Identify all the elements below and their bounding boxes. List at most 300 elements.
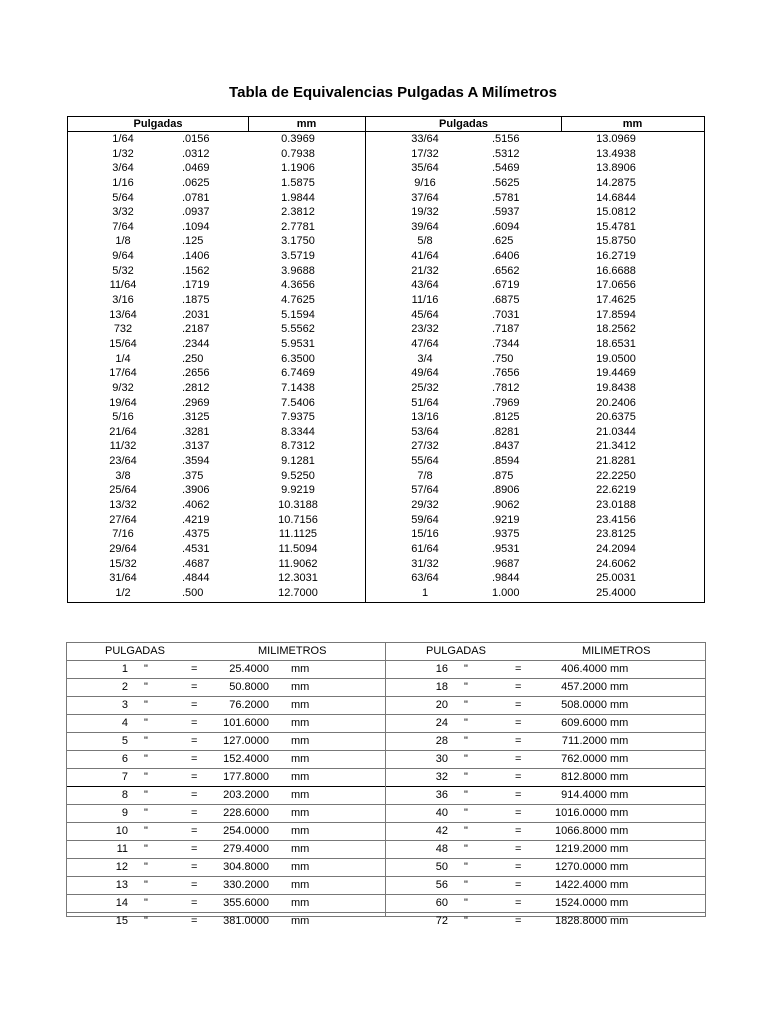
fraction-cell: 27/64 [109,513,137,526]
fraction-cell: 1/8 [115,235,131,248]
unit-label: mm [610,717,629,729]
unit-label: mm [291,771,310,783]
header-mm: mm [622,118,643,130]
table-row [68,425,365,440]
header-pulgadas: Pulgadas [133,118,183,130]
table-row [366,586,704,601]
fraction-cell: 3/16 [112,294,134,307]
decimal-cell: .9062 [492,499,520,512]
table-row [366,220,704,235]
table-row [68,234,365,249]
table-row [386,715,705,733]
mm-cell: 9.9219 [281,484,315,497]
inch-mark: " [464,897,468,909]
mm-cell: 5.9531 [281,337,315,350]
equals-sign: = [515,699,522,711]
inch-value: 28 [435,735,448,747]
fraction-cell: 21/32 [411,264,439,277]
mm-cell: 21.0344 [596,425,636,438]
unit-label: mm [291,807,310,819]
table-row [366,176,704,191]
decimal-cell: .7969 [492,396,520,409]
table-row [386,877,705,895]
mm-cell: 21.8281 [596,455,636,468]
inch-value: 1 [121,663,128,675]
mm-cell: 9.5250 [281,469,315,482]
table-row [67,859,385,877]
table-row [386,805,705,823]
decimal-cell: .7656 [492,367,520,380]
inch-mark: " [464,789,468,801]
fraction-cell: 19/64 [109,396,137,409]
inch-mark: " [144,879,148,891]
table-row [68,439,365,454]
fraction-equivalence-table [67,116,705,603]
inch-mark: " [464,879,468,891]
mm-cell: 15.8750 [596,235,636,248]
fraction-cell: 41/64 [411,250,439,263]
mm-value: 101.6000 [223,717,269,729]
decimal-cell: .125 [182,235,204,248]
mm-cell: 19.4469 [596,367,636,380]
table-row [68,293,365,308]
equals-sign: = [191,825,198,837]
inch-value: 40 [435,807,448,819]
fraction-cell: 11/16 [411,294,439,307]
inch-value: 18 [435,681,448,693]
mm-cell: 16.6688 [596,264,636,277]
table-row [68,454,365,469]
fraction-cell: 53/64 [411,425,439,438]
decimal-cell: .4219 [182,513,210,526]
mm-value: 1422.4000 [555,879,607,891]
inch-mark: " [144,717,148,729]
mm-cell: 2.3812 [281,206,315,219]
equals-sign: = [191,879,198,891]
table-row [68,586,365,601]
table-row [366,278,704,293]
table-row [68,469,365,484]
inch-mark: " [144,663,148,675]
decimal-cell: 1.000 [492,586,520,599]
equals-sign: = [191,861,198,873]
table-row [366,308,704,323]
table-row [67,841,385,859]
table-row [366,366,704,381]
fraction-cell: 19/32 [411,206,439,219]
mm-value: 1016.0000 [555,807,607,819]
inch-mark: " [464,753,468,765]
inch-mark: " [144,699,148,711]
whole-inch-header [67,643,385,661]
fraction-cell: 63/64 [411,572,439,585]
table-row [366,513,704,528]
mm-value: 177.8000 [223,771,269,783]
table-row [67,787,385,805]
table-row [67,661,385,679]
fraction-cell: 49/64 [411,367,439,380]
mm-value: 457.2000 [561,681,607,693]
inch-value: 7 [121,771,128,783]
equals-sign: = [515,771,522,783]
table-row [386,859,705,877]
mm-cell: 5.5562 [281,323,315,336]
fraction-cell: 1/64 [112,133,134,145]
decimal-cell: .7812 [492,381,520,394]
decimal-cell: .3906 [182,484,210,497]
mm-value: 228.6000 [223,807,269,819]
inch-value: 36 [435,789,448,801]
decimal-cell: .3594 [182,455,210,468]
table-row [68,410,365,425]
table-row [366,191,704,206]
mm-cell: 25.0031 [596,572,636,585]
mm-value: 1066.8000 [555,825,607,837]
table-row [366,439,704,454]
inch-mark: " [144,789,148,801]
decimal-cell: .7031 [492,308,520,321]
fraction-cell: 3/64 [112,162,134,175]
mm-cell: 24.6062 [596,557,636,570]
header-pulgadas: PULGADAS [105,645,165,657]
decimal-cell: .2344 [182,337,210,350]
inch-mark: " [464,681,468,693]
table-row [366,337,704,352]
mm-cell: 19.0500 [596,352,636,365]
table-row [68,396,365,411]
mm-cell: 20.2406 [596,396,636,409]
mm-cell: 13.0969 [596,133,636,145]
mm-cell: 19.8438 [596,381,636,394]
mm-cell: 10.7156 [278,513,318,526]
fraction-cell: 25/64 [109,484,137,497]
inch-mark: " [464,735,468,747]
table-row [68,249,365,264]
fraction-cell: 17/64 [109,367,137,380]
table-row [366,527,704,542]
fraction-cell: 51/64 [411,396,439,409]
equals-sign: = [515,753,522,765]
inch-value: 11 [116,843,128,855]
fraction-rows-left [68,132,365,601]
table-row [68,527,365,542]
decimal-cell: .6094 [492,220,520,233]
mm-cell: 13.4938 [596,147,636,160]
mm-cell: 4.7625 [281,294,315,307]
inch-mark: " [464,915,468,927]
fraction-cell: 5/16 [112,411,134,424]
mm-cell: 22.2250 [596,469,636,482]
decimal-cell: .5625 [492,176,520,189]
header-milimetros: MILIMETROS [258,645,327,657]
mm-cell: 13.8906 [596,162,636,175]
equals-sign: = [191,681,198,693]
fraction-cell: 55/64 [411,455,439,468]
fraction-cell: 7/8 [417,469,433,482]
mm-cell: 23.0188 [596,499,636,512]
decimal-cell: .9375 [492,528,520,541]
inch-value: 4 [121,717,128,729]
unit-label: mm [291,699,310,711]
mm-cell: 7.1438 [281,381,315,394]
inch-value: 2 [121,681,128,693]
fraction-cell: 9/32 [112,381,134,394]
fraction-cell: 29/64 [109,542,137,555]
decimal-cell: .500 [182,586,204,599]
page-title: Tabla de Equivalencias Pulgadas A Milímetros [229,84,557,101]
mm-cell: 0.7938 [281,147,315,160]
decimal-cell: .5156 [492,133,520,145]
fraction-table-header [68,117,365,132]
table-row [68,352,365,367]
table-row [386,733,705,751]
table-row [68,308,365,323]
inch-value: 42 [435,825,448,837]
table-row [67,733,385,751]
unit-label: mm [610,681,629,693]
table-row [68,557,365,572]
fraction-cell: 3/8 [115,469,131,482]
mm-cell: 18.2562 [596,323,636,336]
table-row [67,823,385,841]
header-pulgadas: PULGADAS [426,645,486,657]
table-row [67,751,385,769]
fraction-cell: 1/16 [112,176,134,189]
unit-label: mm [291,753,310,765]
mm-value: 355.6000 [223,897,269,909]
inch-mark: " [464,771,468,783]
table-row [67,769,385,787]
table-row [67,913,385,930]
mm-value: 152.4000 [223,753,269,765]
fraction-cell: 13/16 [411,411,439,424]
table-row [68,205,365,220]
table-row [386,841,705,859]
table-row [68,264,365,279]
table-row [386,679,705,697]
table-row [68,278,365,293]
unit-label: mm [610,771,629,783]
table-row [67,877,385,895]
fraction-cell: 17/32 [411,147,439,160]
decimal-cell: .6719 [492,279,520,292]
table-row [68,132,365,147]
fraction-cell: 3/4 [417,352,433,365]
table-row [386,823,705,841]
mm-cell: 4.3656 [281,279,315,292]
mm-cell: 21.3412 [596,440,636,453]
table-row [366,483,704,498]
mm-cell: 1.1906 [281,162,315,175]
fraction-cell: 31/32 [411,557,439,570]
inch-value: 6 [121,753,128,765]
mm-cell: 24.2094 [596,542,636,555]
decimal-cell: .5937 [492,206,520,219]
fraction-cell: 732 [113,323,133,336]
table-row [68,513,365,528]
equals-sign: = [515,915,522,927]
fraction-cell: 9/16 [414,176,436,189]
mm-cell: 17.0656 [596,279,636,292]
inch-mark: " [144,753,148,765]
table-row [67,697,385,715]
mm-value: 279.4000 [223,843,269,855]
table-row [68,542,365,557]
fraction-cell: 25/32 [411,381,439,394]
table-row [366,264,704,279]
decimal-cell: .2187 [182,323,210,336]
inch-value: 10 [115,825,128,837]
equals-sign: = [515,789,522,801]
decimal-cell: .1875 [182,294,210,307]
fraction-cell: 11/32 [109,440,137,453]
mm-value: 1270.0000 [555,861,607,873]
decimal-cell: .0469 [182,162,210,175]
inch-mark: " [144,771,148,783]
fraction-cell: 11/64 [109,279,137,292]
fraction-cell: 23/32 [411,323,439,336]
unit-label: mm [610,699,629,711]
table-row [366,249,704,264]
mm-cell: 7.9375 [281,411,315,424]
unit-label: mm [291,717,310,729]
equals-sign: = [191,915,198,927]
decimal-cell: .8906 [492,484,520,497]
fraction-cell: 1/32 [112,147,134,160]
inch-value: 3 [121,699,128,711]
decimal-cell: .2031 [182,308,210,321]
inch-mark: " [464,717,468,729]
decimal-cell: .875 [492,469,514,482]
unit-label: mm [291,789,310,801]
fraction-cell: 13/32 [109,499,137,512]
table-row [386,787,705,805]
decimal-cell: .2969 [182,396,210,409]
table-row [366,542,704,557]
decimal-cell: .0312 [182,147,210,160]
decimal-cell: .9219 [492,513,520,526]
table-row [67,715,385,733]
decimal-cell: .0937 [182,206,210,219]
table-row [386,751,705,769]
mm-cell: 2.7781 [281,220,315,233]
equals-sign: = [191,897,198,909]
mm-cell: 23.8125 [596,528,636,541]
mm-cell: 11.5094 [278,542,318,555]
mm-cell: 14.6844 [596,191,636,204]
table-row [366,205,704,220]
inch-mark: " [464,699,468,711]
inch-mark: " [144,681,148,693]
inch-value: 60 [435,897,448,909]
fraction-table-header [366,117,704,132]
unit-label: mm [610,807,629,819]
table-row [68,337,365,352]
decimal-cell: .0781 [182,191,210,204]
equals-sign: = [191,735,198,747]
decimal-cell: .625 [492,235,514,248]
inch-value: 15 [115,915,128,927]
decimal-cell: .8125 [492,411,520,424]
mm-value: 50.8000 [229,681,269,693]
table-row [68,147,365,162]
fraction-cell: 3/32 [112,206,134,219]
decimal-cell: .250 [182,352,204,365]
inch-mark: " [144,843,148,855]
equals-sign: = [515,717,522,729]
fraction-cell: 43/64 [411,279,439,292]
inch-mark: " [144,807,148,819]
inch-value: 24 [435,717,448,729]
mm-cell: 7.5406 [281,396,315,409]
table-row [67,895,385,913]
decimal-cell: .8281 [492,425,520,438]
inch-value: 5 [121,735,128,747]
mm-cell: 11.9062 [278,557,318,570]
equals-sign: = [191,771,198,783]
fraction-cell: 33/64 [411,133,439,145]
decimal-cell: .750 [492,352,514,365]
table-row [68,220,365,235]
unit-label: mm [291,735,310,747]
fraction-cell: 1 [421,586,429,599]
decimal-cell: .0156 [182,133,210,145]
table-row [386,769,705,787]
mm-cell: 17.4625 [596,294,636,307]
mm-cell: 5.1594 [281,308,315,321]
equals-sign: = [515,807,522,819]
fraction-table-left-half [68,117,366,602]
table-row [366,410,704,425]
decimal-cell: .6562 [492,264,520,277]
decimal-cell: .3137 [182,440,210,453]
inch-mark: " [144,825,148,837]
unit-label: mm [610,879,629,891]
fraction-cell: 37/64 [411,191,439,204]
table-row [366,425,704,440]
table-row [386,913,705,930]
mm-value: 508.0000 [561,699,607,711]
mm-value: 609.6000 [561,717,607,729]
inch-mark: " [464,807,468,819]
table-row [366,571,704,586]
decimal-cell: .5469 [492,162,520,175]
fraction-cell: 5/64 [112,191,134,204]
inch-value: 72 [435,915,448,927]
decimal-cell: .3125 [182,411,210,424]
mm-cell: 3.1750 [281,235,315,248]
inch-value: 20 [435,699,448,711]
mm-cell: 6.7469 [281,367,315,380]
table-row [366,498,704,513]
unit-label: mm [291,825,310,837]
table-row [68,176,365,191]
inch-mark: " [144,915,148,927]
equals-sign: = [191,789,198,801]
inch-value: 16 [435,663,448,675]
table-row [68,366,365,381]
equals-sign: = [191,717,198,729]
inch-mark: " [464,663,468,675]
fraction-table-right-half [366,117,704,602]
unit-label: mm [610,915,629,927]
mm-cell: 22.6219 [596,484,636,497]
equals-sign: = [191,807,198,819]
mm-value: 762.0000 [561,753,607,765]
decimal-cell: .1094 [182,220,210,233]
mm-cell: 20.6375 [596,411,636,424]
table-row [366,322,704,337]
